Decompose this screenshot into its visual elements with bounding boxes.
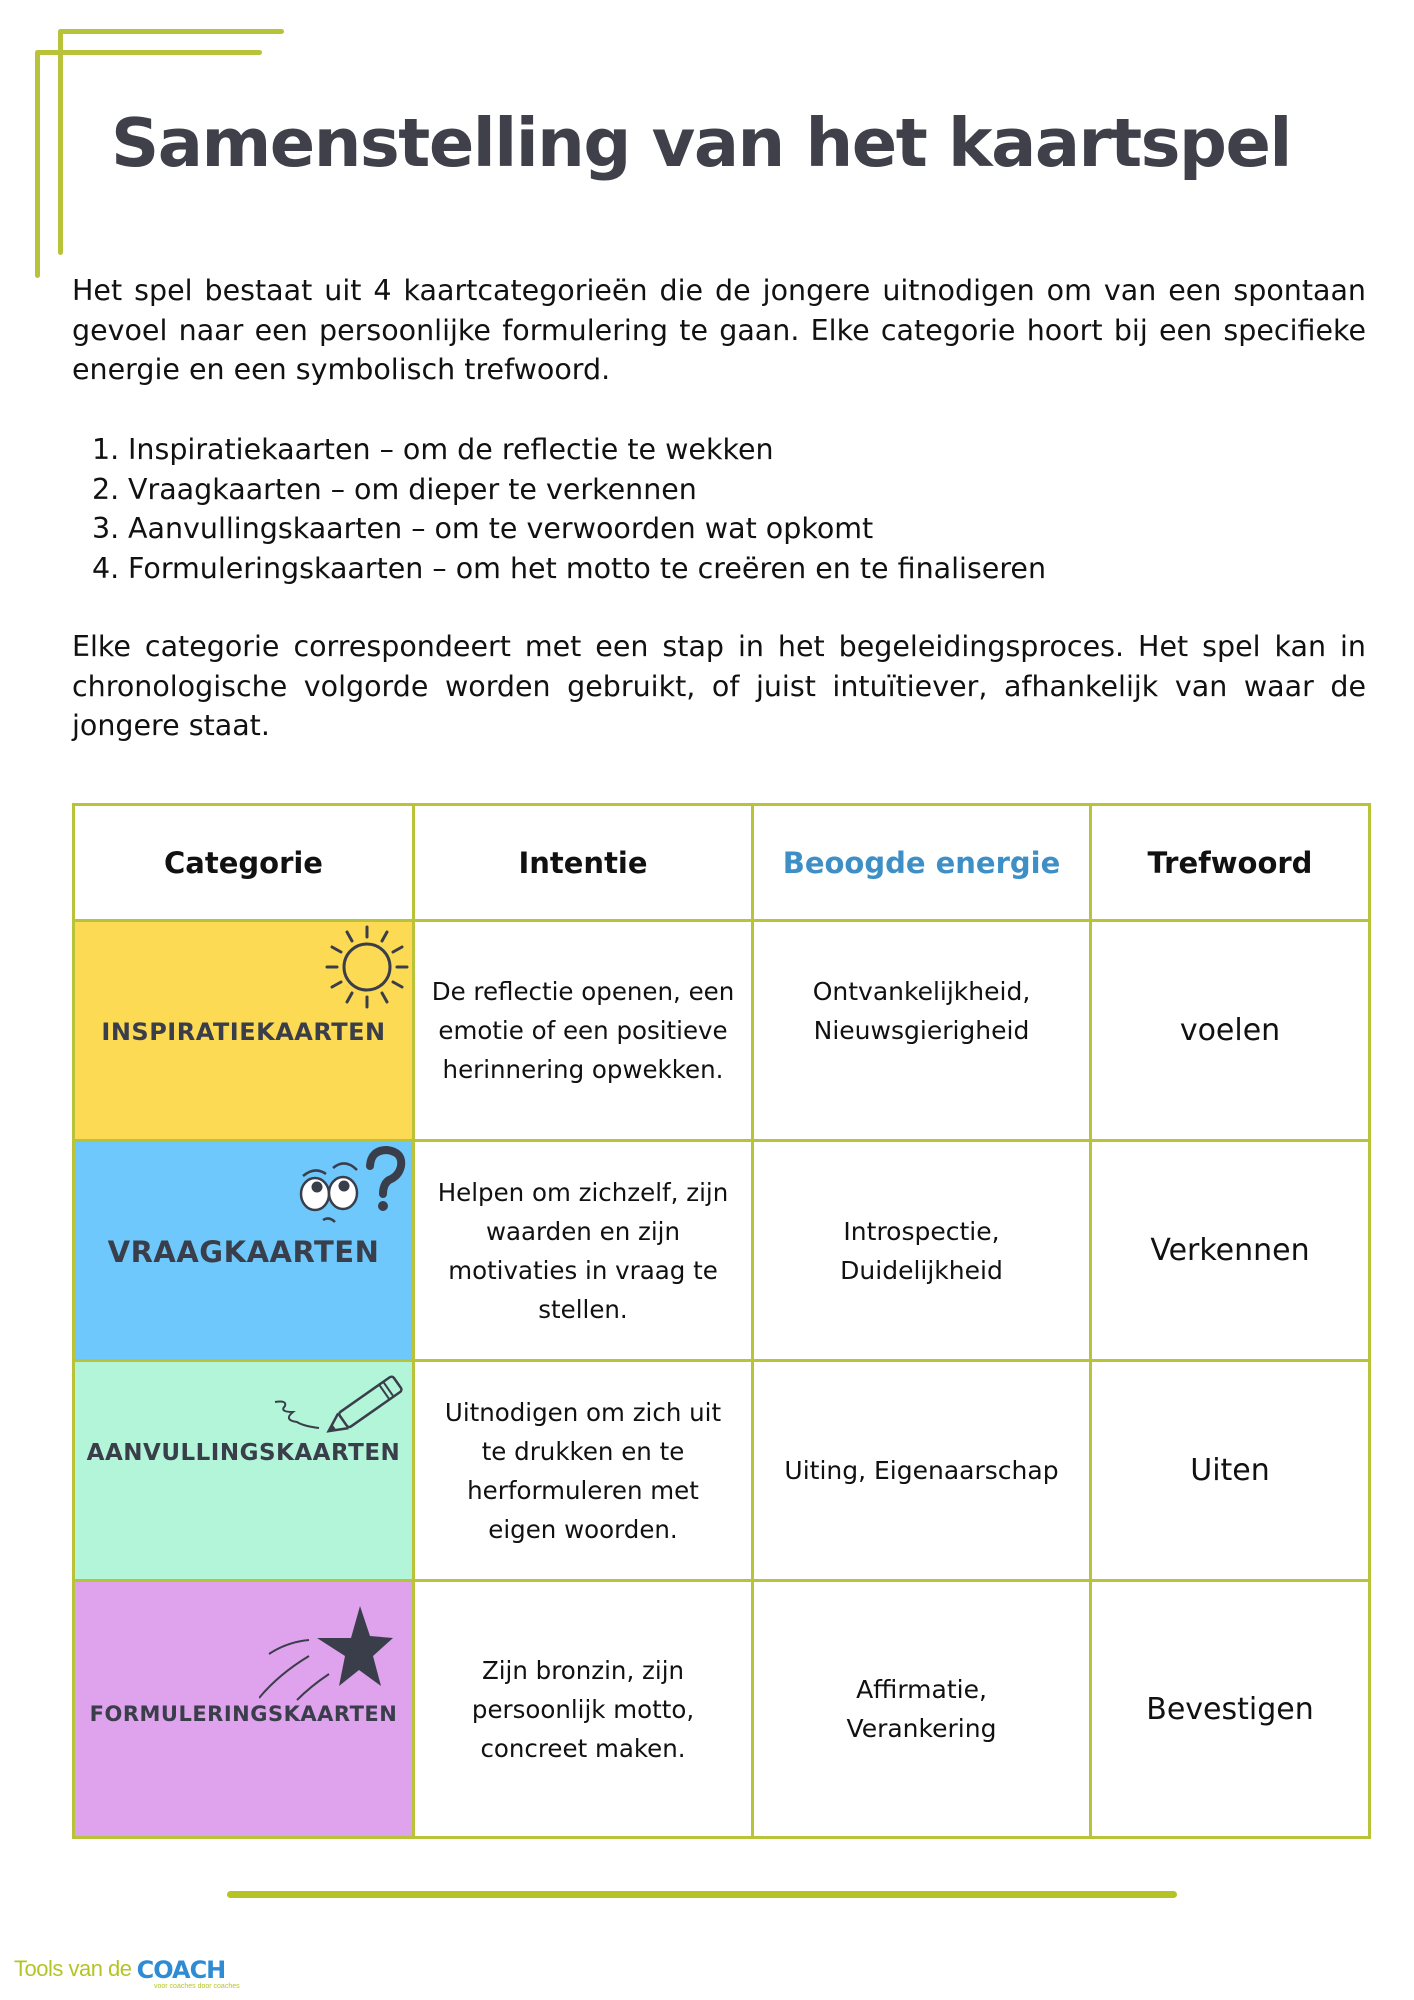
list-item <box>92 430 1046 470</box>
corner-line-top-inner <box>36 50 262 55</box>
category-cell-inspiratie <box>74 921 414 1141</box>
list-text: Formuleringskaarten – om het motto te creëren en te finaliseren <box>128 551 1047 585</box>
keyword-text: Bevestigen <box>1146 1691 1314 1727</box>
intention-cell <box>414 1581 753 1838</box>
intention-cell <box>414 1141 753 1361</box>
keyword-text: voelen <box>1179 1013 1281 1048</box>
sun-icon <box>324 924 410 1010</box>
shooting-star-icon <box>259 1604 394 1714</box>
energy-text: Introspectie, Duidelijkheid <box>840 1216 1003 1285</box>
list-number: 4. <box>92 551 120 585</box>
keyword-cell <box>1091 1141 1370 1361</box>
energy-text: Ontvankelijkheid, Nieuwsgierigheid <box>812 976 1031 1045</box>
table-header-row <box>74 805 1370 921</box>
intro-paragraph: Het spel bestaat uit 4 kaartcategorieën die de jongere uitnodigen om van een spontaan gevoel naar een persoonlijke formulering te gaan. Elke categorie hoort bij een specifieke energie en een symbolisch trefwoord. <box>72 274 1366 386</box>
keyword-cell <box>1091 921 1370 1141</box>
list-item <box>92 509 1046 549</box>
list-text: Inspiratiekaarten – om de reflectie te wekken <box>128 433 774 466</box>
header-categorie: Categorie <box>74 805 414 921</box>
keyword-cell <box>1091 1361 1370 1581</box>
header-trefwoord: Trefwoord <box>1091 805 1370 921</box>
category-cell-vraag <box>74 1141 414 1361</box>
intention-text: Uitnodigen om zich uit te drukken en te herformuleren met eigen woorden. <box>444 1397 722 1544</box>
table-row <box>74 1361 1370 1581</box>
keyword-text: Uiten <box>1190 1453 1270 1488</box>
list-number: 1. <box>92 433 120 466</box>
energy-cell <box>753 921 1091 1141</box>
energy-cell <box>753 1581 1091 1838</box>
keyword-cell <box>1091 1581 1370 1838</box>
intention-text: Helpen om zichzelf, zijn waarden en zijn motivaties in vraag te stellen. <box>437 1177 729 1324</box>
category-list <box>92 430 1046 588</box>
header-beoogde-energie: Beoogde energie <box>753 805 1091 921</box>
table-row <box>74 1141 1370 1361</box>
list-number: 3. <box>92 512 120 545</box>
card-categories-table <box>72 803 1371 1839</box>
logo-tagline: voor coaches door coaches <box>154 1983 240 1990</box>
footer-divider <box>227 1891 1177 1898</box>
energy-text: Uiting, Eigenaarschap <box>784 1456 1059 1485</box>
list-text: Vraagkaarten – om dieper te verkennen <box>128 472 697 506</box>
corner-line-top-outer <box>59 29 284 34</box>
energy-cell <box>753 1141 1091 1361</box>
energy-cell <box>753 1361 1091 1581</box>
category-label: AANVULLINGSKAARTEN <box>86 1440 401 1466</box>
intention-text: Zijn bronzin, zijn persoonlijk motto, concreet maken. <box>471 1655 695 1763</box>
category-label: VRAAGKAARTEN <box>107 1235 380 1269</box>
list-number: 2. <box>92 472 120 506</box>
brand-logo <box>14 1956 240 1996</box>
corner-line-left-inner <box>35 50 40 278</box>
table-row <box>74 921 1370 1141</box>
list-text: Aanvullingskaarten – om te verwoorden wat opkomt <box>128 512 874 545</box>
keyword-text: Verkennen <box>1150 1233 1310 1268</box>
list-item <box>92 549 1046 589</box>
logo-brand: COACH <box>136 1956 226 1984</box>
intention-cell <box>414 921 753 1141</box>
curious-eyes-question-icon <box>293 1146 408 1226</box>
outro-paragraph: Elke categorie correspondeert met een stap in het begeleidingsproces. Het spel kan in chronologische volgorde worden gebruikt, of juist intuïtiever, afhankelijk van waar de jongere staat. <box>72 630 1366 742</box>
list-item <box>92 470 1046 510</box>
energy-text: Affirmatie, Verankering <box>846 1675 997 1743</box>
intention-cell <box>414 1361 753 1581</box>
category-cell-formulering <box>74 1581 414 1838</box>
intention-text: De reflectie openen, een emotie of een positieve herinnering opwekken. <box>431 977 735 1084</box>
category-label: FORMULERINGSKAARTEN <box>89 1702 398 1726</box>
category-label: INSPIRATIEKAARTEN <box>101 1018 386 1046</box>
header-intentie: Intentie <box>414 805 753 921</box>
category-cell-aanvulling <box>74 1361 414 1581</box>
logo-text: Tools van de <box>14 1956 132 1981</box>
table-row <box>74 1581 1370 1838</box>
corner-line-left-outer <box>58 29 63 255</box>
page-title: Samenstelling van het kaartspel <box>111 104 1291 182</box>
pencil-icon <box>273 1372 408 1437</box>
